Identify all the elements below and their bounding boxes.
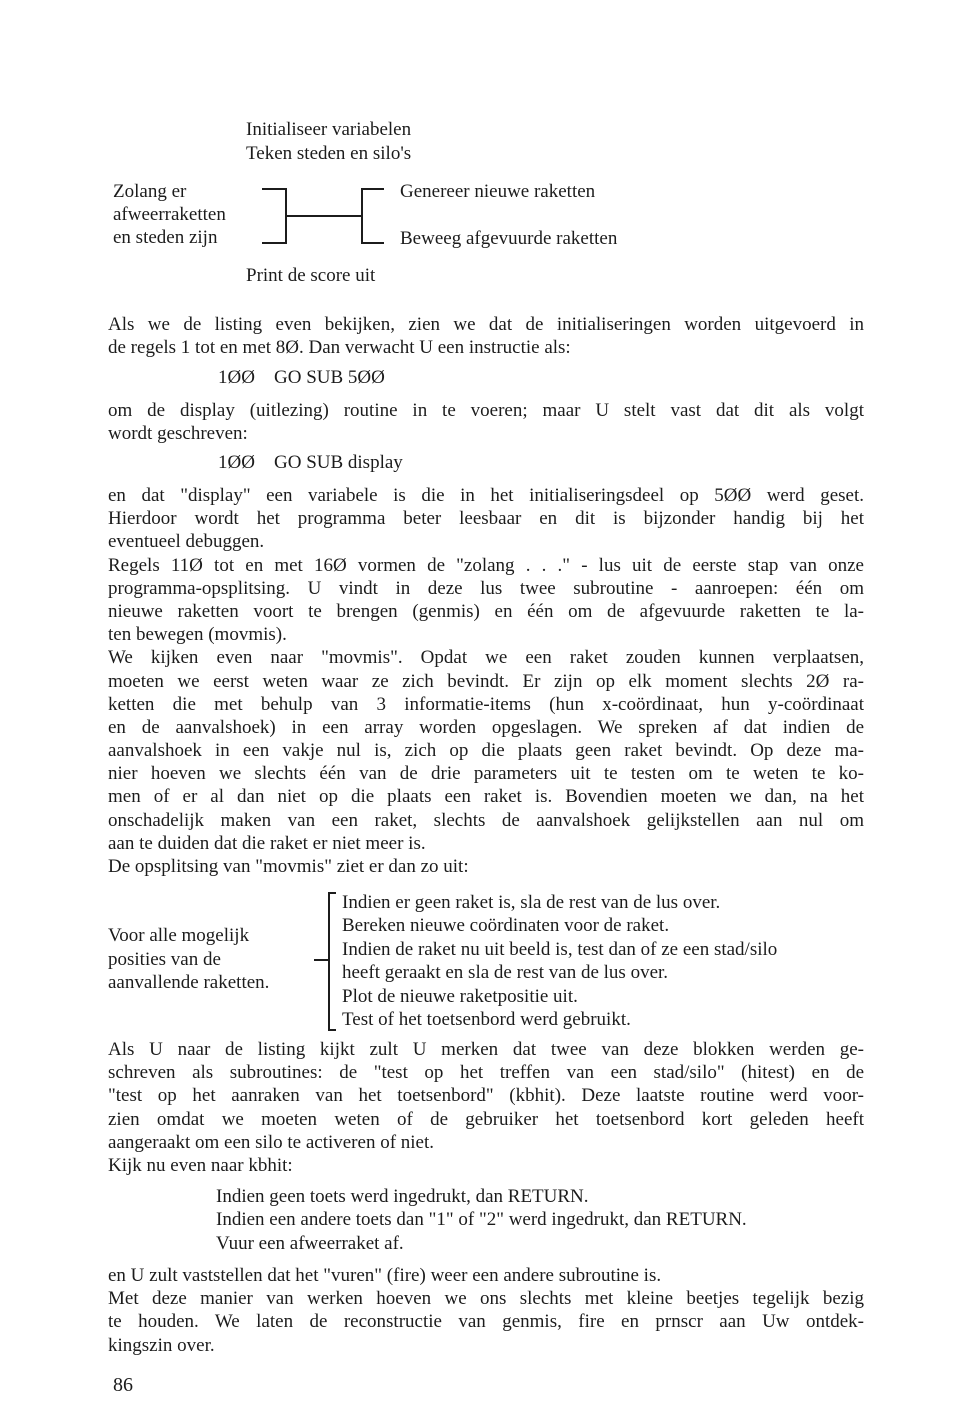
text-line: Als we de listing even bekijken, zien we dat de initialiseringen worden uitgevoerd in xyxy=(108,314,864,335)
text-line: Hierdoor wordt het programma beter leesbaar en dit is bijzonder handig bij het xyxy=(108,508,864,530)
step-line: Vuur een afweerraket af. xyxy=(216,1232,404,1254)
step-line: Indien een andere toets dan "1" of "2" werd ingedrukt, dan RETURN. xyxy=(216,1209,747,1231)
diagram-step: heeft geraakt en sla de rest van de lus over. xyxy=(342,962,669,984)
diagram-line: posities van de xyxy=(108,948,221,970)
diagram-step: Indien de raket nu uit beeld is, test dan of ze een stad/silo xyxy=(342,938,778,960)
diagram-line: en steden zijn xyxy=(113,227,218,248)
diagram-line: Initialiseer variabelen xyxy=(246,119,412,140)
diagram-step: Indien er geen raket is, sla de rest van de lus over. xyxy=(342,892,721,913)
text-line: Regels 11Ø tot en met 16Ø vormen de "zolang . . ." - lus uit de eerste stap van onze xyxy=(108,554,864,576)
text-line: aangeraakt om een silo te activeren of niet. xyxy=(108,1131,435,1153)
text-line: en U zult vaststellen dat het "vuren" (fire) weer een andere subroutine is. xyxy=(108,1265,662,1286)
text-line: Als U naar de listing kijkt zult U merken dat twee van deze blokken werden ge- xyxy=(108,1039,864,1060)
code-statement: GO SUB display xyxy=(274,452,403,473)
diagram-bottom-line: Print de score uit xyxy=(246,265,376,286)
text-line: Kijk nu even naar kbhit: xyxy=(108,1154,293,1176)
diagram-branch-top: Genereer nieuwe raketten xyxy=(400,181,596,202)
text-line: men of er al dan niet op die plaats een raket is. Bovendien moeten we dan, na het xyxy=(108,786,864,808)
page-number: 86 xyxy=(113,1374,133,1396)
text-line: aanvalshoek in een vakje nul is, zich op die plaats geen raket bevindt. Op deze ma- xyxy=(108,740,864,762)
diagram-step: Test of het toetsenbord werd gebruikt. xyxy=(342,1009,631,1031)
text-line: moeten we eerst weten waar ze zich bevindt. Er zijn op elk moment slechts 2Ø ra- xyxy=(108,670,864,692)
text-line: programma-opsplitsing. U vindt in deze lus twee subroutine - aanroepen: één om xyxy=(108,577,864,599)
paragraph xyxy=(108,1264,864,1357)
text-line: aan te duiden dat die raket er niet meer is. xyxy=(108,832,426,854)
diagram-line: afweerraketten xyxy=(113,204,226,225)
step-line: Indien geen toets werd ingedrukt, dan RETURN. xyxy=(216,1186,589,1207)
diagram-line: Voor alle mogelijk xyxy=(108,925,250,946)
text-line: de regels 1 tot en met 8Ø. Dan verwacht U een instructie als: xyxy=(108,337,571,359)
text-line: ten bewegen (movmis). xyxy=(108,624,287,646)
text-line: en de aanvalshoek) in een array worden opgeslagen. We spreken af dat indien de xyxy=(108,716,864,738)
text-line: zien omdat we moeten weten of de gebruiker het toetsenbord kort geleden heeft xyxy=(108,1108,864,1130)
text-line: te houden. We laten de reconstructie van genmis, fire en prnscr aan Uw ontdek- xyxy=(108,1311,864,1333)
kbhit-steps xyxy=(216,1185,747,1255)
text-line: eventueel debuggen. xyxy=(108,531,265,553)
text-line: nier hoeven we slechts één van de drie parameters uit te testen om te weten te ko- xyxy=(108,763,864,785)
text-line: Met deze manier van werken hoeven we ons slechts met kleine beetjes tegelijk bezig xyxy=(108,1288,864,1310)
paragraph xyxy=(108,1038,864,1177)
text-line: "test op het aanraken van het toetsenbord" (kbhit). Deze laatste routine werd voor- xyxy=(108,1085,864,1107)
text-line: om de display (uitlezing) routine in te voeren; maar U stelt vast dat dit als volgt xyxy=(108,400,864,421)
text-line: De opsplitsing van "movmis" ziet er dan zo uit: xyxy=(108,856,469,877)
diagram-line: Zolang er xyxy=(113,181,187,202)
text-line: onschadelijk maken van een raket, slechts de aanvalshoek gelijkstellen aan nul om xyxy=(108,809,864,831)
text-line: schreven als subroutines: de "test op het treffen van een stad/silo" (hitest) en de xyxy=(108,1062,864,1084)
diagram-step: Plot de nieuwe raketpositie uit. xyxy=(342,985,578,1007)
code-statement: GO SUB 5ØØ xyxy=(274,367,385,388)
text-line: en dat "display" een variabele is die in het initialiseringsdeel op 5ØØ werd geset. xyxy=(108,485,864,506)
text-line: ketten die met behulp van 3 informatie-items (hun x-coördinaat, hun y-coördinaat xyxy=(108,693,864,715)
line-number: 1ØØ xyxy=(218,367,255,388)
text-line: nieuwe raketten voort te brengen (genmis) en één om de afgevuurde raketten te la- xyxy=(108,600,864,622)
diagram-step: Bereken nieuwe coördinaten voor de raket. xyxy=(342,915,670,937)
diagram-line: aanvallende raketten. xyxy=(108,972,270,993)
text-line: kingszin over. xyxy=(108,1334,215,1356)
text-line: wordt geschreven: xyxy=(108,423,248,445)
text-line: We kijken even naar "movmis". Opdat we een raket zouden kunnen verplaatsen, xyxy=(108,647,864,669)
diagram-branch-bottom: Beweeg afgevuurde raketten xyxy=(400,228,618,249)
line-number: 1ØØ xyxy=(218,452,255,473)
diagram-line: Teken steden en silo's xyxy=(246,143,412,164)
